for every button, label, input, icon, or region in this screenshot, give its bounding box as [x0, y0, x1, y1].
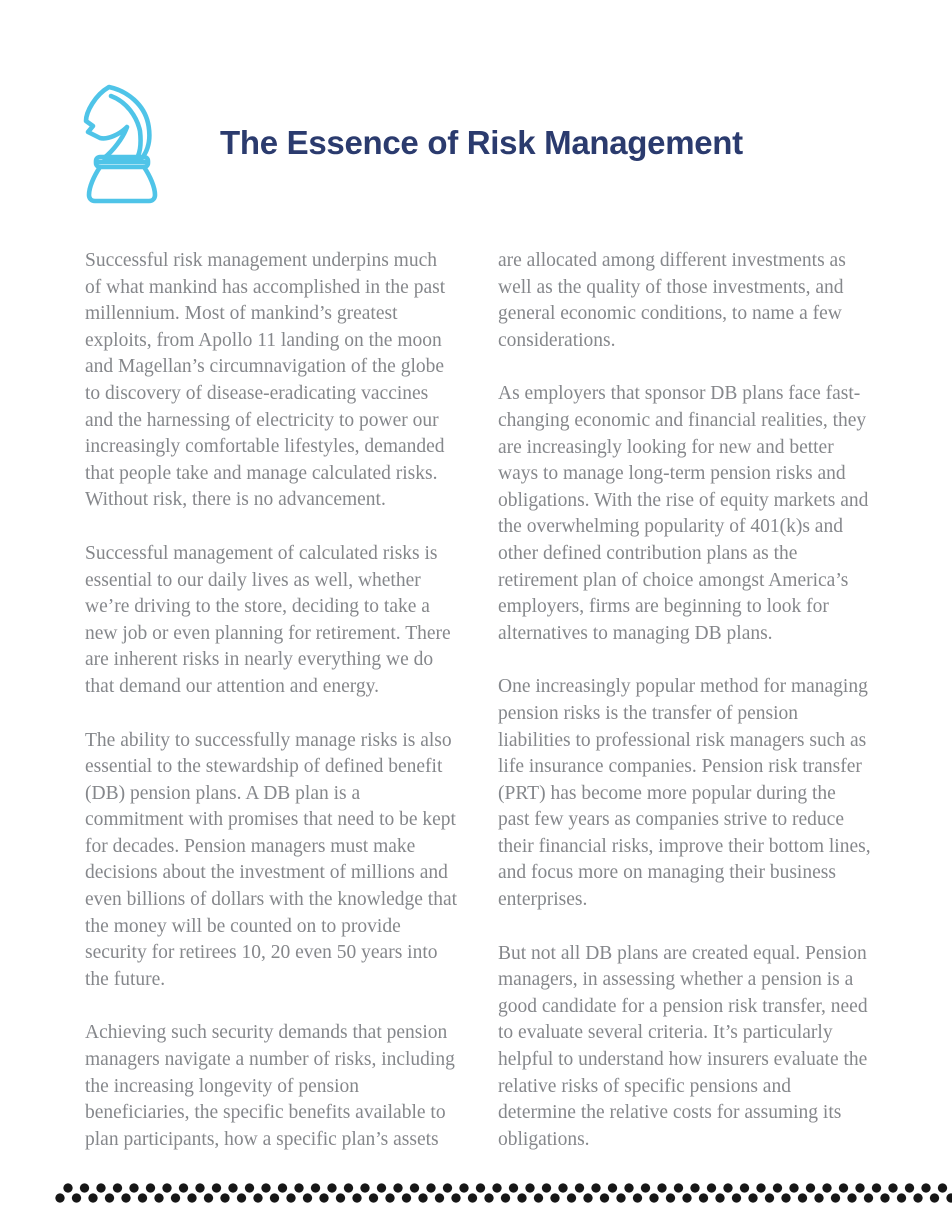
paragraph: Achieving such security demands that pension managers navigate a number of risks, including the increasing longevity of pension beneficiaries, the specific benefits available to plan participants, how a specific plan’s assets	[85, 1022, 455, 1150]
paragraph: Successful risk management underpins much of what mankind has accomplished in the past millennium. Most of mankind’s greatest exploits, from Apollo 11 landing on the moon and Magellan’s circumnavigation of the globe to discovery of disease-eradicating vaccines and the harnessing of electricity to power our increasingly comfortable lifestyles, demanded that people take and manage calculated risks. Without risk, there is no advancement.	[85, 250, 446, 511]
paragraph: As employers that sponsor DB plans face fast-changing economic and financial realities, they are increasingly looking for new and better ways to manage long-term pension risks and obligations. With the rise of equity markets and the overwhelming popularity of 401(k)s and other defined contribution plans as the retirement plan of choice amongst America’s employers, firms are beginning to look for alternatives to managing DB plans.	[498, 383, 869, 644]
dot-row-top	[63, 1183, 952, 1193]
article-body	[85, 248, 872, 1153]
paragraph: One increasingly popular method for managing pension risks is the transfer of pension liabilities to professional risk managers such as life insurance companies. Pension risk transfer (PRT) has become more popular during the past few years as companies strive to reduce their financial risks, improve their bottom lines, and focus more on managing their business enterprises.	[498, 676, 871, 911]
paragraph: The ability to successfully manage risks is also essential to the stewardship of defined benefit (DB) pension plans. A DB plan is a commitment with promises that need to be kept for decades. Pension managers must make decisions about the investment of millions and even billions of dollars with the knowledge that the money will be counted on to provide security for retirees 10, 20 even 50 years into the future.	[85, 729, 458, 990]
paragraph: But not all DB plans are created equal. Pension managers, in assessing whether a pension is a good candidate for a pension risk transfer, need to evaluate several criteria. It’s particularly helpful to understand how insurers evaluate the relative risks of specific pensions and determine the relative costs for assuming its obligations.	[498, 942, 868, 1150]
dotted-divider	[55, 1183, 952, 1204]
chess-knight-icon	[82, 84, 162, 206]
paragraph: Successful management of calculated risks is essential to our daily lives as well, whether we’re driving to the store, deciding to take a new job or even planning for retirement. There are inherent risks in nearly everything we do that demand our attention and energy.	[85, 542, 451, 697]
dot-row-bottom	[55, 1193, 952, 1203]
paragraph: are allocated among different investments as well as the quality of those investments, and general economic conditions, to name a few considerations.	[498, 250, 846, 351]
column-left	[85, 248, 458, 1153]
column-right	[498, 248, 871, 1153]
page-title: The Essence of Risk Management	[220, 124, 743, 161]
